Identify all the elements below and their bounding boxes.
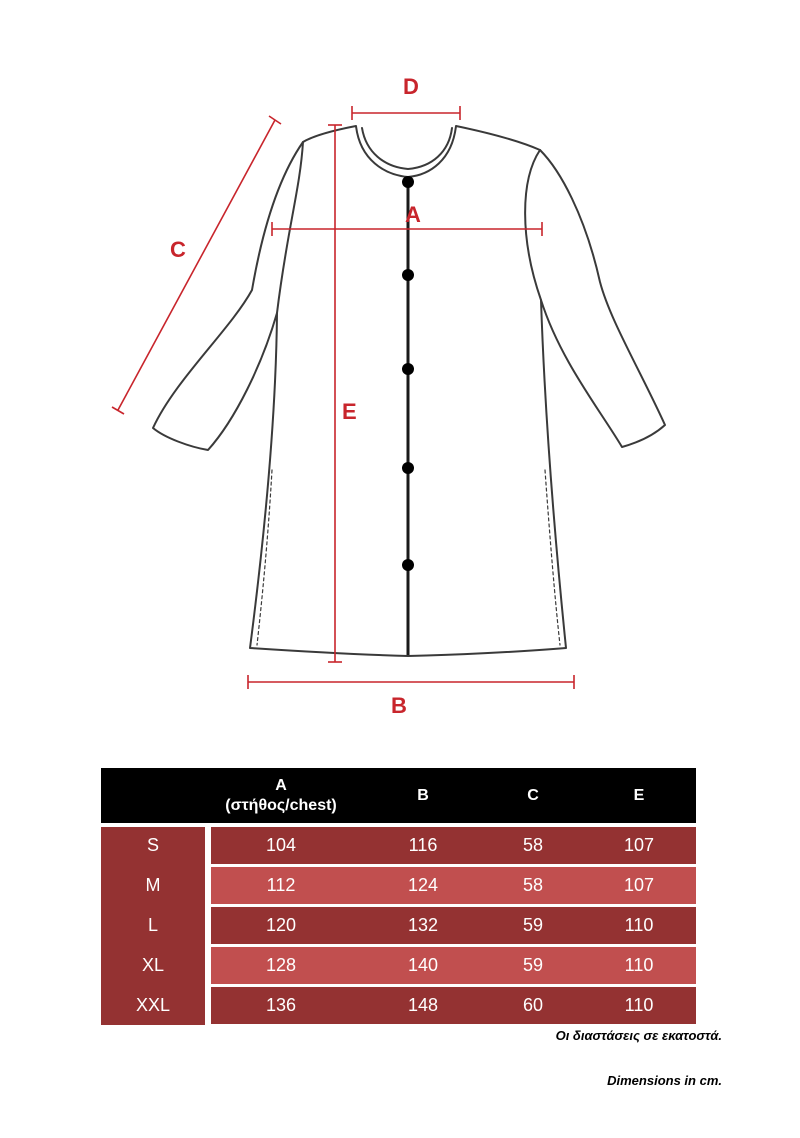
cell-a: 104 — [265, 835, 297, 855]
measure-d — [352, 106, 460, 120]
button — [402, 559, 414, 571]
cell-b: 116 — [408, 835, 438, 855]
label-e: E — [342, 399, 357, 424]
header-a-letter: A — [275, 776, 287, 794]
table-row — [101, 867, 696, 904]
cell-c: 58 — [522, 835, 544, 855]
cell-c: 59 — [522, 955, 544, 975]
cell-c: 58 — [522, 875, 544, 895]
label-a: A — [405, 202, 421, 227]
cell-e: 107 — [623, 875, 655, 895]
size-cell: M — [145, 875, 161, 895]
table-row — [101, 907, 696, 944]
button — [402, 176, 414, 188]
left-side-seam — [257, 470, 272, 645]
table-header — [101, 768, 696, 823]
button — [402, 363, 414, 375]
size-cell: XXL — [135, 995, 171, 1015]
value-cells — [211, 907, 696, 944]
measure-e — [328, 125, 342, 662]
value-cells — [211, 947, 696, 984]
table-row — [101, 987, 696, 1024]
label-d: D — [403, 74, 419, 99]
measure-b — [248, 675, 574, 689]
note-english: Dimensions in cm. — [607, 1073, 722, 1088]
size-cell: S — [146, 835, 159, 855]
cell-b: 148 — [407, 995, 439, 1015]
value-cells — [211, 867, 696, 904]
left-armhole — [277, 142, 303, 313]
cell-b: 132 — [407, 915, 439, 935]
label-c: C — [170, 237, 186, 262]
header-a-desc: (στήθος/chest) — [225, 796, 337, 814]
header-b: B — [417, 786, 429, 804]
size-cell: L — [147, 915, 158, 935]
cell-a: 112 — [266, 875, 296, 895]
cell-e: 110 — [624, 915, 654, 935]
cell-e: 110 — [624, 955, 654, 975]
cell-a: 120 — [265, 915, 297, 935]
cell-e: 110 — [624, 995, 654, 1015]
header-a — [211, 768, 351, 823]
table-row — [101, 947, 696, 984]
note-greek: Οι διαστάσεις σε εκατοστά. — [555, 1028, 722, 1043]
cell-a: 136 — [265, 995, 297, 1015]
table-row — [101, 827, 696, 864]
cell-b: 124 — [407, 875, 439, 895]
button — [402, 269, 414, 281]
value-cells — [211, 987, 696, 1024]
button — [402, 462, 414, 474]
right-armhole — [525, 150, 541, 300]
cell-c: 59 — [522, 915, 544, 935]
cell-b: 140 — [407, 955, 439, 975]
header-e: E — [633, 786, 645, 804]
label-b: B — [391, 693, 407, 718]
cell-a: 128 — [265, 955, 297, 975]
cell-c: 60 — [522, 995, 544, 1015]
size-cell: XL — [141, 955, 165, 975]
value-cells — [211, 827, 696, 864]
header-c: C — [527, 786, 539, 804]
cell-e: 107 — [623, 835, 655, 855]
